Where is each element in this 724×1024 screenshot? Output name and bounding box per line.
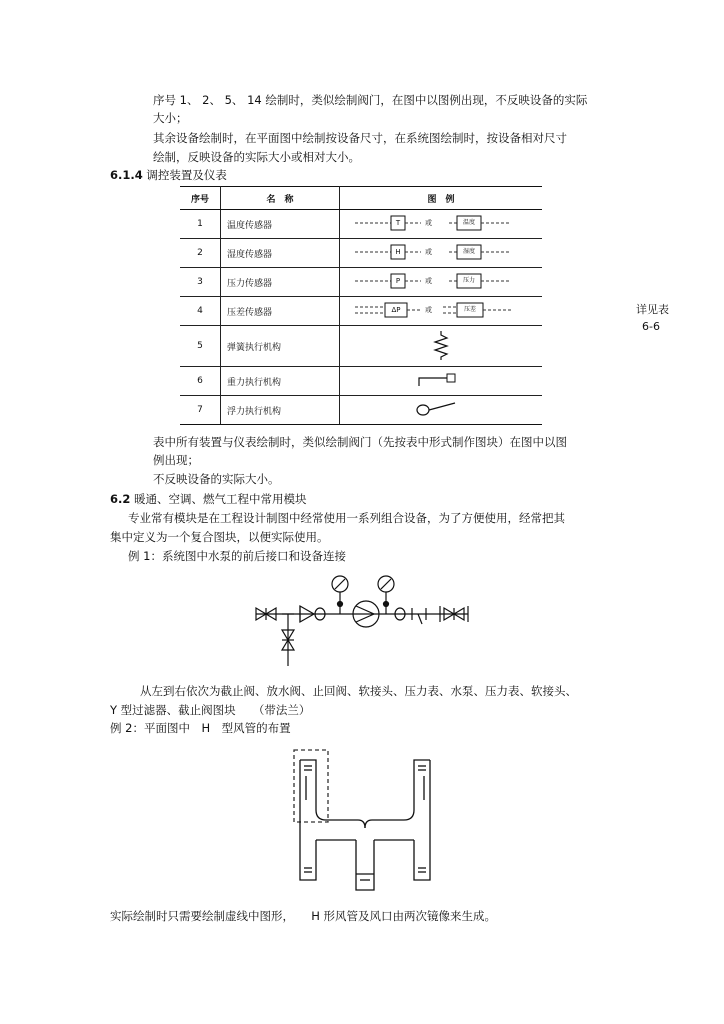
sensor-code: ΔP: [391, 305, 401, 314]
row-index: 5: [180, 326, 221, 367]
row-index: 7: [180, 396, 221, 425]
row-name: 压力传感器: [221, 268, 340, 297]
row-name: 浮力执行机构: [221, 396, 340, 425]
row-name: 湿度传感器: [221, 239, 340, 268]
row-index: 2: [180, 239, 221, 268]
sensor-alt: 压力: [462, 276, 475, 284]
header-legend: 图 例: [340, 187, 543, 210]
or-label: 或: [425, 305, 432, 314]
or-label: 或: [425, 276, 432, 285]
section-number: 6.1.4: [110, 168, 143, 182]
paragraph-line: 例出现；: [153, 453, 199, 467]
paragraph-line: 表中所有装置与仪表绘制时，类似绘制阀门（先按表中形式制作图块）在图中以图: [153, 435, 567, 449]
sensor-code: H: [395, 247, 401, 256]
sensor-code: T: [395, 218, 401, 227]
paragraph-line: 绘制，反映设备的实际大小或相对大小。: [153, 150, 360, 164]
row-index: 6: [180, 367, 221, 396]
sensor-code: P: [395, 276, 401, 285]
section-title: 暖通、空调、燃气工程中常用模块: [134, 492, 307, 506]
row-name: 重力执行机构: [221, 367, 340, 396]
row-index: 1: [180, 210, 221, 239]
or-label: 或: [425, 247, 432, 256]
paragraph-line: 集中定义为一个复合图块，以便实际使用。: [110, 530, 329, 544]
side-note: 6-6: [642, 320, 660, 333]
example-1-description: 从左到右依次为截止阀、放水阀、止回阀、软接头、压力表、水泵、压力表、软接头、: [140, 684, 577, 698]
sensor-alt: 温度: [462, 218, 475, 226]
paragraph-line: 大小；: [153, 111, 188, 125]
header-name: 名 称: [221, 187, 340, 210]
row-index: 4: [180, 297, 221, 326]
paragraph-line: 序号 1、 2、 5、 14 绘制时，类似绘制阀门，在图中以图例出现，不反映设备的实际: [153, 93, 588, 107]
row-name: 温度传感器: [221, 210, 340, 239]
sensor-alt: 湿度: [462, 247, 475, 255]
row-index: 3: [180, 268, 221, 297]
section-title: 调控装置及仪表: [146, 168, 227, 182]
paragraph-line: 专业常有模块是在工程设计制图中经常使用一系列组合设备，为了方便使用，经常把其: [128, 511, 565, 525]
header-index: 序号: [180, 187, 221, 210]
row-name: 弹簧执行机构: [221, 326, 340, 367]
row-name: 压差传感器: [221, 297, 340, 326]
or-label: 或: [425, 218, 432, 227]
example-1-title: 例 1：系统图中水泵的前后接口和设备连接: [128, 549, 346, 563]
example-2-title: 例 2：平面图中 H 型风管的布置: [110, 721, 291, 735]
paragraph-line: 其余设备绘制时，在平面图中绘制按设备尺寸，在系统图绘制时，按设备相对尺寸: [153, 131, 567, 145]
paragraph-line: 不反映设备的实际大小。: [153, 472, 280, 486]
side-note: 详见表: [636, 303, 669, 316]
example-2-description: 实际绘制时只需要绘制虚线中图形， H 形风管及风口由两次镜像来生成。: [110, 909, 497, 923]
sensor-alt: 压差: [463, 305, 476, 313]
example-1-description: Y 型过滤器、截止阀图块 （带法兰）: [110, 703, 311, 717]
section-number: 6.2: [110, 492, 131, 506]
